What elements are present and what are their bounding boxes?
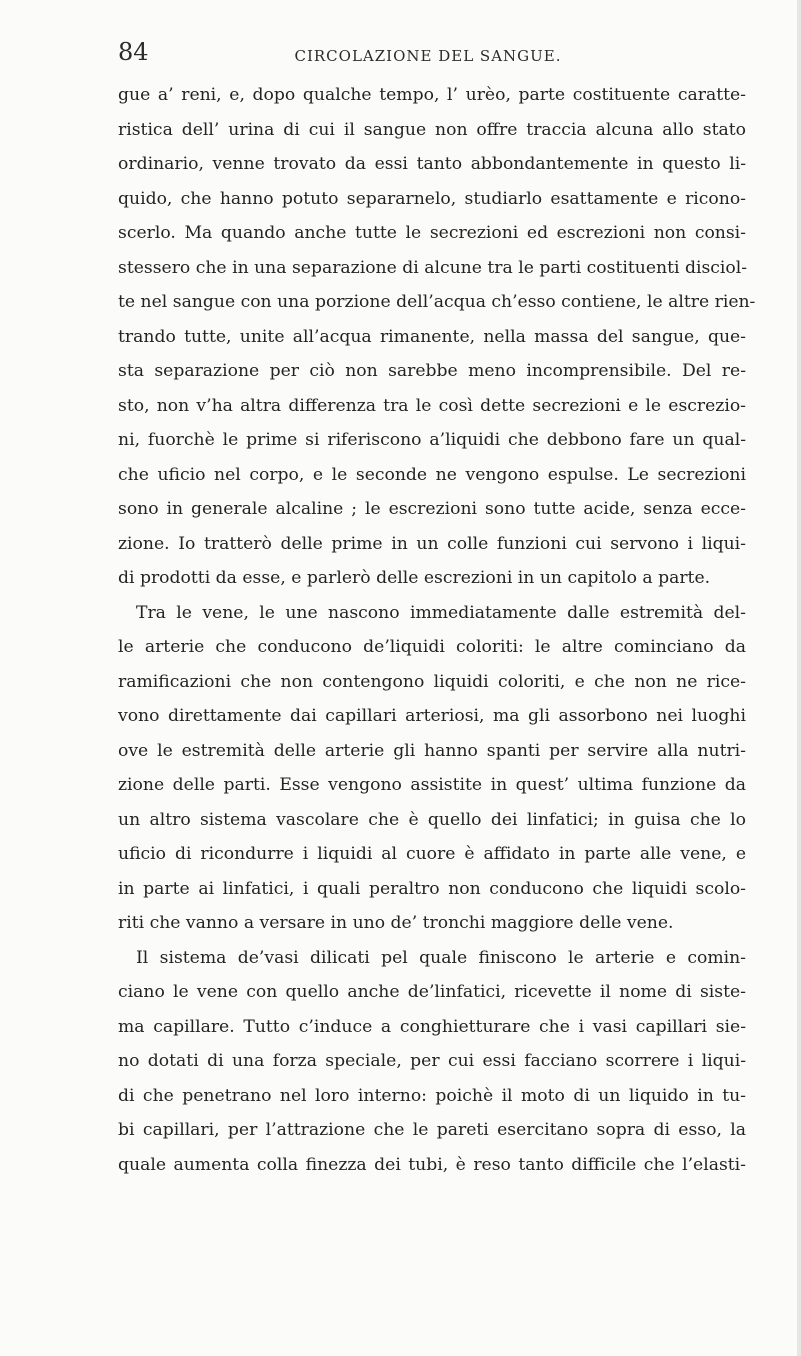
text-line: sto, non v’ha altra differenza tra le così dette secrezioni e le escrezio- bbox=[118, 395, 746, 416]
text-line: di che penetrano nel loro interno: poichè il moto di un liquido in tu- bbox=[118, 1085, 746, 1106]
text-line: le arterie che conducono de’liquidi coloriti: le altre cominciano da bbox=[118, 637, 746, 657]
text-line: ristica dell’ urina di cui il sangue non offre traccia alcuna allo stato bbox=[118, 119, 746, 140]
body-text bbox=[118, 78, 756, 1182]
text-line: ciano le vene con quello anche de’linfatici, ricevette il nome di siste- bbox=[118, 982, 746, 1002]
text-line: ni, fuorchè le prime si riferiscono a’liquidi che debbono fare un qual- bbox=[118, 430, 746, 450]
text-line: sono in generale alcaline ; le escrezioni sono tutte acide, senza ecce- bbox=[118, 499, 746, 519]
text-line: no dotati di una forza speciale, per cui essi facciano scorrere i liqui- bbox=[118, 1051, 746, 1071]
text-line: bi capillari, per l’attrazione che le pareti esercitano sopra di esso, la bbox=[118, 1120, 746, 1140]
running-head: CIRCOLAZIONE DEL SANGUE. bbox=[294, 47, 562, 65]
page-number: 84 bbox=[118, 38, 149, 66]
text-line: ma capillare. Tutto c’induce a conghietturare che i vasi capillari sie- bbox=[118, 1016, 746, 1037]
text-line: sta separazione per ciò non sarebbe meno incomprensibile. Del re- bbox=[118, 361, 746, 381]
text-line: quale aumenta colla finezza dei tubi, è reso tanto difficile che l’elasti- bbox=[118, 1154, 746, 1175]
text-line: zione delle parti. Esse vengono assistite in quest’ ultima funzione da bbox=[118, 775, 746, 795]
text-line: zione. Io tratterò delle prime in un colle funzioni cui servono i liqui- bbox=[118, 533, 746, 554]
text-line: gue a’ reni, e, dopo qualche tempo, l’ urèo, parte costituente caratte- bbox=[118, 85, 746, 105]
text-line: quido, che hanno potuto separarnelo, studiarlo esattamente e ricono- bbox=[118, 188, 746, 209]
text-line: in parte ai linfatici, i quali peraltro non conducono che liquidi scolo- bbox=[118, 878, 746, 899]
text-line: vono direttamente dai capillari arteriosi, ma gli assorbono nei luoghi bbox=[118, 706, 746, 726]
text-line: di prodotti da esse, e parlerò delle escrezioni in un capitolo a parte. bbox=[118, 568, 711, 588]
text-line: stessero che in una separazione di alcune tra le parti costituenti disciol- bbox=[118, 257, 748, 278]
text-line: Tra le vene, le une nascono immediatamente dalle estremità del- bbox=[136, 602, 746, 623]
text-line: ordinario, venne trovato da essi tanto abbondantemente in questo li- bbox=[118, 154, 746, 174]
text-line: Il sistema de’vasi dilicati pel quale finiscono le arterie e comin- bbox=[136, 947, 746, 968]
text-line: trando tutte, unite all’acqua rimanente, nella massa del sangue, que- bbox=[118, 326, 746, 347]
page-header bbox=[118, 38, 738, 78]
text-line: ramificazioni che non contengono liquidi coloriti, e che non ne rice- bbox=[118, 671, 746, 692]
text-line: un altro sistema vascolare che è quello dei linfatici; in guisa che lo bbox=[118, 809, 746, 830]
text-line: scerlo. Ma quando anche tutte le secrezioni ed escrezioni non consi- bbox=[118, 223, 746, 243]
text-line: uficio di ricondurre i liquidi al cuore è affidato in parte alle vene, e bbox=[118, 844, 746, 864]
text-line: che uficio nel corpo, e le seconde ne vengono espulse. Le secrezioni bbox=[118, 464, 746, 485]
text-line: te nel sangue con una porzione dell’acqua ch’esso contiene, le altre rien- bbox=[118, 292, 756, 312]
text-line: riti che vanno a versare in uno de’ tronchi maggiore delle vene. bbox=[118, 913, 674, 933]
page-edge bbox=[797, 0, 801, 1356]
text-line: ove le estremità delle arterie gli hanno spanti per servire alla nutri- bbox=[118, 740, 746, 761]
